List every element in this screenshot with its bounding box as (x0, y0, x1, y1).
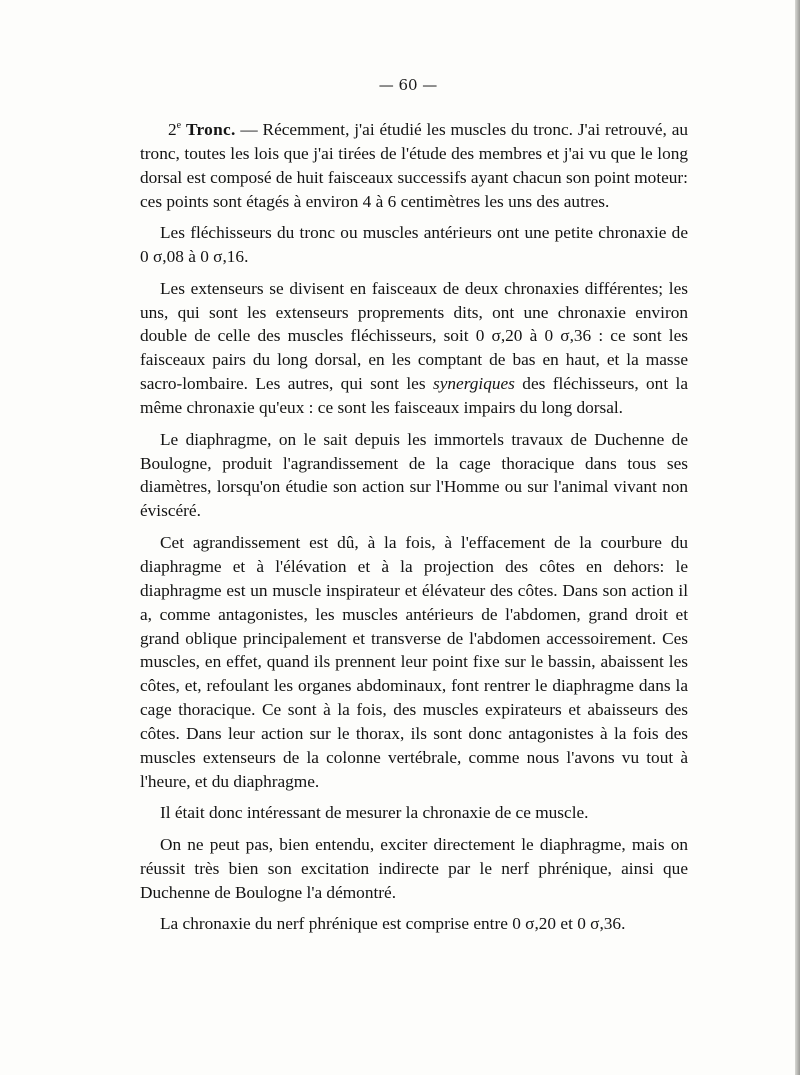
paragraph-extenseurs: Les extenseurs se divisent en faisceaux de deux chronaxies différentes; les uns, qui sont les extenseurs proprements dits, ont une chronaxie environ double de celle des muscles fléchisseurs, soit 0 σ,20 à 0 σ,36 : ce sont les faisceaux pairs du long dorsal, en les comptant de bas en haut, et la masse sacro-lombaire. Les autres, qui sont les synergiques des fléchisseurs, ont la même chronaxie qu'eux : ce sont les faisceaux impairs du long dorsal. (140, 278, 688, 418)
section-intro-text: — Récemment, j'ai étudié les muscles du tronc. J'ai retrouvé, au tronc, toutes les lois que j'ai tirées de l'étude des membres et j'ai vu que le long dorsal est composé de huit faisceaux successifs ayant chacun son point moteur: ces points sont étagés à environ 4 à 6 centimètres les uns des autres. (140, 120, 689, 211)
page-number: — 60 — (378, 76, 438, 94)
section-number: 2e (168, 120, 182, 139)
paragraph-excitation: On ne peut pas, bien entendu, exciter directement le diaphragme, mais on réussit très bien son excitation indirecte par le nerf phrénique, ainsi que Duchenne de Boulogne l'a démontré. (140, 834, 688, 902)
paragraph-flechisseurs: Les fléchisseurs du tronc ou muscles antérieurs ont une petite chronaxie de 0 σ,08 à 0 σ,16. (140, 223, 688, 267)
section-title: Tronc. (185, 120, 236, 139)
paragraph-diaphragme: Le diaphragme, on le sait depuis les immortels travaux de Duchenne de Boulogne, produit l'agrandissement de la cage thoracique dans tous ses diamètres, lorsqu'on étudie son action sur l'Homme ou sur l'animal vivant non éviscéré. (140, 429, 688, 521)
paragraph-chronaxie-phrenique: La chronaxie du nerf phrénique est comprise entre 0 σ,20 et 0 σ,36. (160, 914, 626, 934)
page-edge-shadow (795, 0, 800, 1075)
body-text (140, 118, 688, 936)
paragraph-tronc-intro (140, 118, 688, 214)
paragraph-agrandissement: Cet agrandissement est dû, à la fois, à l'effacement de la courbure du diaphragme et à l'élévation et à la projection des côtes en dehors: le diaphragme est un muscle inspirateur et élévateur des côtes. Dans son action il a, comme antagonistes, les muscles antérieurs de l'abdomen, grand droit et grand oblique principalement et transverse de l'abdomen accessoirement. Ces muscles, en effet, quand ils prennent leur point fixe sur le bassin, abaissent les côtes, et, refoulant les organes abdominaux, font rentrer le diaphragme dans la cage thoracique. Ce sont à la fois, des muscles expirateurs et abaisseurs des côtes. Dans leur action sur le thorax, ils sont donc antagonistes à la fois des muscles extenseurs de la colonne vertébrale, comme nous l'avons vu tout à l'heure, et du diaphragme. (140, 532, 688, 791)
italic-term: synergiques (432, 374, 515, 394)
paragraph-interet: Il était donc intéressant de mesurer la chronaxie de ce muscle. (160, 803, 589, 823)
